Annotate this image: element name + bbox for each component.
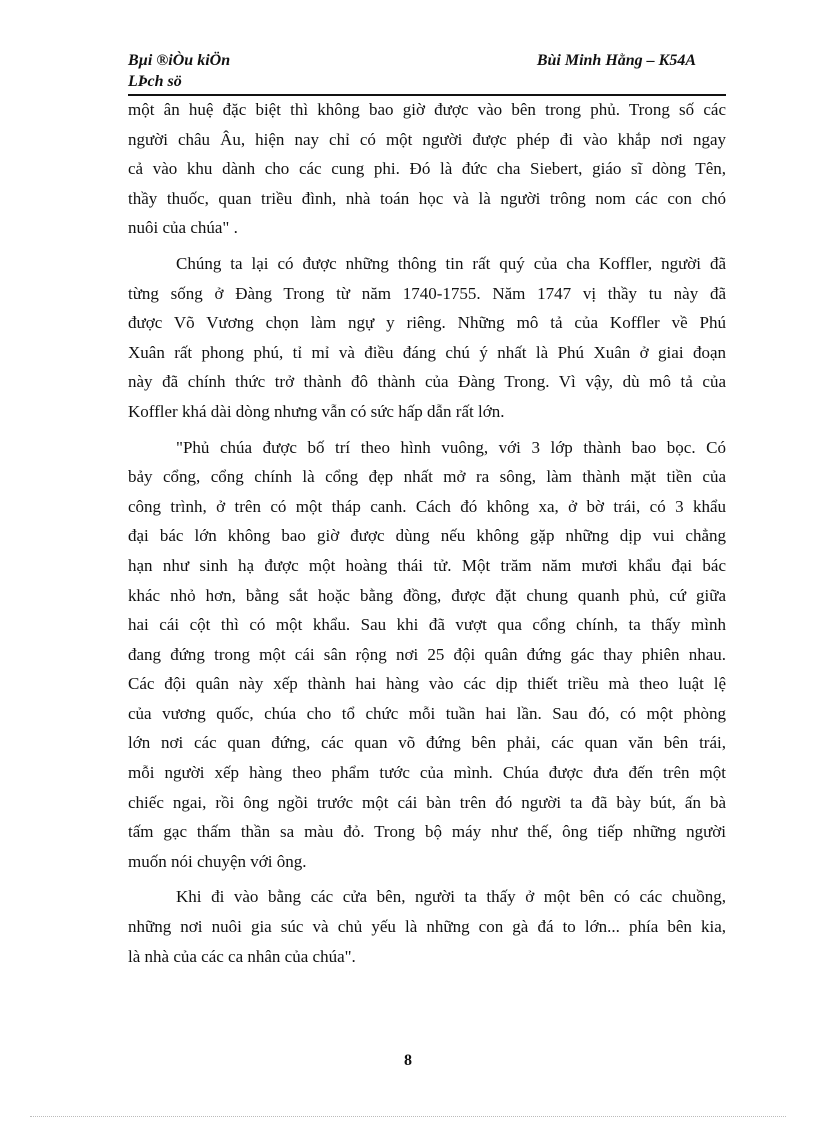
- text-line: này đã chính thức trở thành đô thành của Đàng Trong. Vì vậy, dù mô tả của: [128, 372, 726, 392]
- text-line: là nhà của các ca nhân của chúa".: [128, 946, 356, 966]
- text-line: cả vào khu dành cho các cung phi. Đó là đức cha Siebert, giáo sĩ dòng Tên,: [128, 159, 726, 179]
- text-line: Koffler khá dài dòng nhưng vẫn có sức hấp dẫn rất lớn.: [128, 401, 505, 421]
- text-line: của vương quốc, chúa cho tổ chức mỗi tuần hai lần. Sau đó, có một phòng: [128, 703, 726, 723]
- text-line: bảy cổng, cổng chính là cổng đẹp nhất mở ra sông, làm thành mặt tiền của: [128, 467, 726, 487]
- header-left: [128, 50, 230, 92]
- text-line: chiếc ngai, rồi ông ngồi trước một cái bàn trên đó người ta đã bày bút, ấn bà: [128, 792, 726, 812]
- paragraph: [128, 433, 726, 877]
- text-line: thầy thuốc, quan triều đình, nhà toán học và là người trông nom các con chó: [128, 188, 726, 208]
- text-line: những nơi nuôi gia súc và chủ yếu là những con gà đá to lớn... phía bên kia,: [128, 917, 726, 937]
- text-line: từng sống ở Đàng Trong từ năm 1740-1755. Năm 1747 vị thầy tu này đã: [128, 283, 726, 303]
- text-line: hai cái cột thì có một khẩu. Sau khi đã vượt qua cổng chính, ta thấy mình: [128, 615, 726, 635]
- text-line: đang đứng trong một cái sân rộng nơi 25 đội quân đứng gác thay phiên nhau.: [128, 644, 726, 664]
- header-author: Bùi Minh Hằng – K54A: [536, 52, 696, 69]
- page-number: 8: [404, 1052, 412, 1069]
- text-line: tấm gạc thấm thần sa màu đỏ. Trong bộ máy như thế, ông tiếp những người: [128, 822, 726, 842]
- text-line: nuôi của chúa" .: [128, 218, 238, 238]
- paragraph: [128, 95, 726, 243]
- document-body: [128, 95, 726, 971]
- text-line: mỗi người xếp hàng theo phẩm tước của mình. Chúa được đưa đến trên một: [128, 763, 726, 783]
- page-bottom-divider: [30, 1116, 786, 1117]
- header-subject: LÞch sö: [128, 73, 182, 90]
- text-line: hạn như sinh hạ được một hoàng thái tử. Một trăm năm mươi khẩu đại bác: [128, 555, 726, 575]
- text-line: được Võ Vương chọn làm ngự y riêng. Những mô tả của Koffler về Phú: [128, 313, 726, 333]
- paragraph: [128, 882, 726, 971]
- text-line: Chúng ta lại có được những thông tin rất quý của cha Koffler, người đã: [176, 253, 726, 273]
- text-line: một ân huệ đặc biệt thì không bao giờ được vào bên trong phủ. Trong số các: [128, 100, 726, 119]
- text-line: Khi đi vào bằng các cửa bên, người ta thấy ở một bên có các chuồng,: [176, 887, 726, 907]
- text-line: đại bác lớn không bao giờ được dùng nếu không gặp những dịp vui chẳng: [128, 526, 726, 546]
- text-line: công trình, ở trên có một tháp canh. Cách đó không xa, ở bờ trái, có 3 khẩu: [128, 496, 726, 516]
- paragraph: [128, 249, 726, 427]
- header-course-title: Bµi ®iÒu kiÖn: [128, 52, 231, 69]
- text-line: "Phủ chúa được bố trí theo hình vuông, với 3 lớp thành bao bọc. Có: [176, 437, 726, 457]
- text-line: muốn nói chuyện với ông.: [128, 851, 307, 871]
- text-line: người châu Âu, hiện nay chỉ có một người được phép đi vào khắp nơi ngay: [128, 129, 726, 149]
- text-line: khác nhỏ hơn, bằng sắt hoặc bằng đồng, được đặt chung quanh phủ, cứ giữa: [128, 585, 726, 605]
- page-header: [128, 50, 726, 96]
- text-line: Các đội quân này xếp thành hai hàng vào các dịp thiết triều mà theo luật lệ: [128, 674, 726, 694]
- text-line: lớn nơi các quan đứng, các quan võ đứng bên phải, các quan văn bên trái,: [128, 733, 726, 753]
- text-line: Xuân rất phong phú, tỉ mỉ và điều đáng chú ý nhất là Phú Xuân ở giai đoạn: [128, 342, 726, 362]
